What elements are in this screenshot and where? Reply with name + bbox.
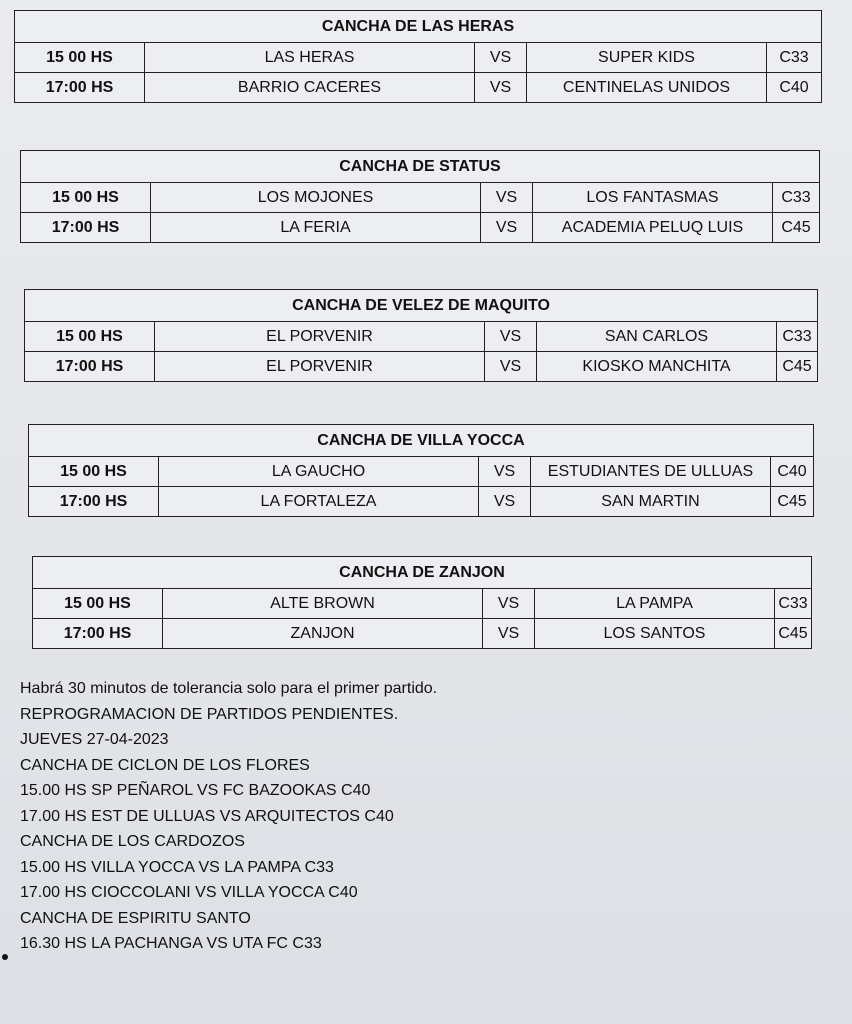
vs-label: VS (485, 352, 537, 381)
reprogramming-heading: REPROGRAMACION DE PARTIDOS PENDIENTES. (20, 705, 399, 723)
category: C45 (778, 625, 808, 642)
match-row (15, 43, 821, 73)
home-team: EL PORVENIR (155, 322, 485, 351)
fixture-table-zanjon (32, 556, 812, 649)
match-line: 15.00 HS SP PEÑAROL VS FC BAZOOKAS C40 (20, 782, 371, 799)
notes-section (20, 676, 437, 957)
home-team: LAS HERAS (145, 43, 475, 72)
match-row (33, 589, 811, 619)
category: C45 (777, 493, 807, 510)
match-line: 17.00 HS EST DE ULLUAS VS ARQUITECTOS C40 (20, 807, 394, 825)
vs-label: VS (475, 73, 527, 102)
match-time: 15 00 HS (21, 183, 151, 212)
venue-heading: CANCHA DE ESPIRITU SANTO (20, 909, 251, 927)
category: C33 (779, 49, 809, 66)
home-team: BARRIO CACERES (145, 73, 475, 102)
match-row (25, 352, 817, 381)
home-team: LOS MOJONES (151, 183, 481, 212)
vs-label: VS (483, 619, 535, 648)
category: C33 (778, 595, 808, 612)
home-team: ALTE BROWN (163, 589, 483, 618)
home-team: LA FORTALEZA (159, 487, 479, 516)
tolerance-note: Habrá 30 minutos de tolerancia solo para el primer partido. (20, 680, 438, 697)
away-team: KIOSKO MANCHITA (537, 352, 777, 381)
away-team: SUPER KIDS (527, 43, 767, 72)
fixture-table-villa-yocca (28, 424, 814, 517)
category: C33 (781, 189, 811, 206)
match-line: 16.30 HS LA PACHANGA VS UTA FC C33 (20, 935, 322, 952)
match-time: 17:00 HS (21, 213, 151, 242)
away-team: LOS FANTASMAS (533, 183, 773, 212)
category: C40 (777, 463, 807, 480)
category: C40 (779, 79, 809, 96)
venue-heading: CANCHA DE CICLON DE LOS FLORES (20, 756, 310, 774)
fixture-title: CANCHA DE ZANJON (33, 557, 811, 589)
category: C45 (781, 219, 811, 236)
category: C45 (782, 358, 812, 375)
match-time: 17:00 HS (15, 73, 145, 102)
category: C33 (782, 328, 812, 345)
match-time: 15 00 HS (29, 457, 159, 486)
home-team: ZANJON (163, 619, 483, 648)
match-row (29, 457, 813, 487)
fixture-title: CANCHA DE VELEZ DE MAQUITO (25, 290, 817, 322)
away-team: SAN CARLOS (537, 322, 777, 351)
match-row (21, 183, 819, 213)
away-team: LOS SANTOS (535, 619, 775, 648)
match-row (25, 322, 817, 352)
venue-heading: CANCHA DE LOS CARDOZOS (20, 833, 245, 850)
home-team: LA GAUCHO (159, 457, 479, 486)
match-row (15, 73, 821, 102)
match-row (33, 619, 811, 648)
home-team: LA FERIA (151, 213, 481, 242)
vs-label: VS (485, 322, 537, 351)
away-team: ACADEMIA PELUQ LUIS (533, 213, 773, 242)
home-team: EL PORVENIR (155, 352, 485, 381)
reprogramming-date: JUEVES 27-04-2023 (20, 731, 169, 748)
vs-label: VS (479, 457, 531, 486)
away-team: ESTUDIANTES DE ULLUAS (531, 457, 771, 486)
fixture-title: CANCHA DE VILLA YOCCA (29, 425, 813, 457)
match-line: 17.00 HS CIOCCOLANI VS VILLA YOCCA C40 (20, 884, 358, 901)
match-time: 17:00 HS (29, 487, 159, 516)
away-team: SAN MARTIN (531, 487, 771, 516)
vs-label: VS (483, 589, 535, 618)
vs-label: VS (481, 213, 533, 242)
away-team: CENTINELAS UNIDOS (527, 73, 767, 102)
away-team: LA PAMPA (535, 589, 775, 618)
vs-label: VS (479, 487, 531, 516)
match-row (29, 487, 813, 516)
match-row (21, 213, 819, 242)
match-line: 15.00 HS VILLA YOCCA VS LA PAMPA C33 (20, 858, 334, 876)
match-time: 17:00 HS (33, 619, 163, 648)
match-time: 17:00 HS (25, 352, 155, 381)
fixture-table-status (20, 150, 820, 243)
bullet-dot (2, 954, 8, 960)
fixture-title: CANCHA DE LAS HERAS (15, 11, 821, 43)
match-time: 15 00 HS (25, 322, 155, 351)
fixture-table-velez-de-maquito (24, 289, 818, 382)
vs-label: VS (481, 183, 533, 212)
vs-label: VS (475, 43, 527, 72)
match-time: 15 00 HS (15, 43, 145, 72)
match-time: 15 00 HS (33, 589, 163, 618)
fixture-title: CANCHA DE STATUS (21, 151, 819, 183)
fixture-table-las-heras (14, 10, 822, 103)
